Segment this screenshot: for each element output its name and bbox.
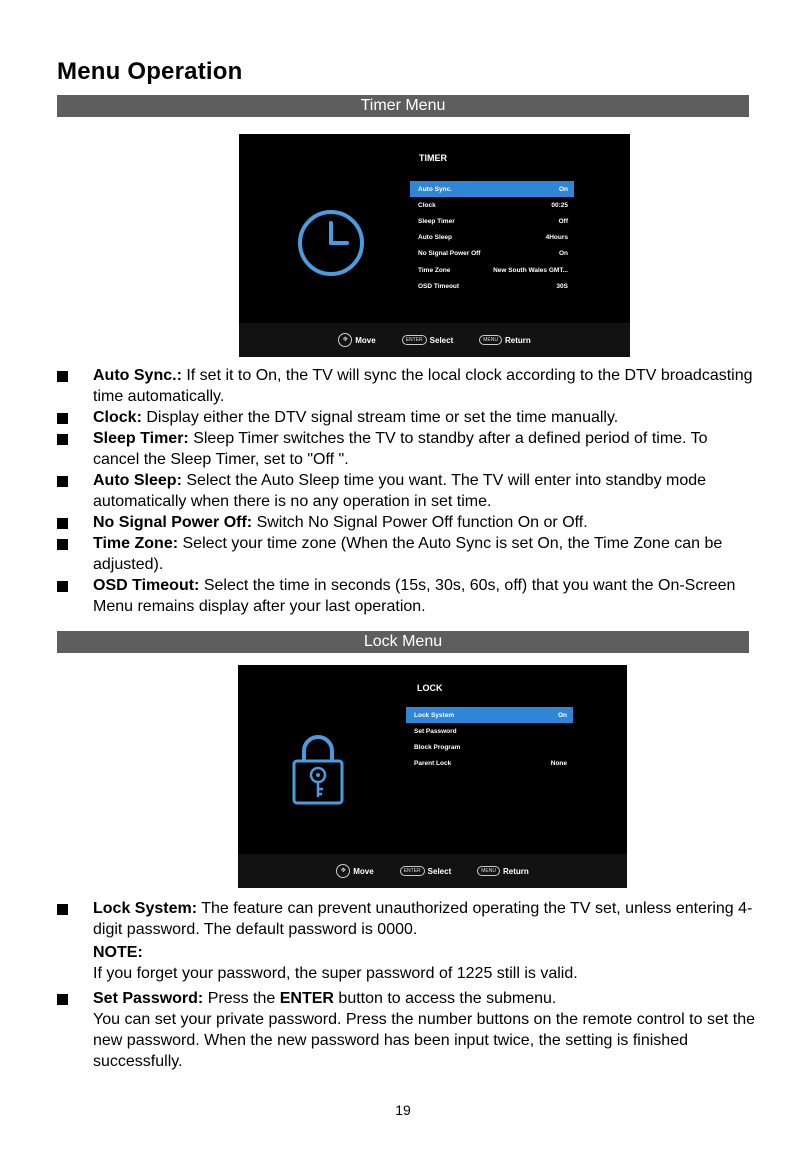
bullet-square-icon: [57, 518, 68, 529]
menu-item[interactable]: [406, 723, 573, 739]
bullet-square-icon: [57, 581, 68, 592]
bullet-text: Select your time zone (When the Auto Sync is set On, the Time Zone can be adjusted).: [93, 535, 723, 573]
menu-item[interactable]: [410, 181, 574, 197]
menu-item-value: 00:25: [551, 201, 568, 209]
menu-item[interactable]: [406, 756, 573, 772]
navigation-icon: ✥: [338, 333, 352, 347]
menu-item-value: 4Hours: [545, 234, 568, 242]
enter-key-icon: ENTER: [400, 866, 425, 876]
page-title: Menu Operation: [57, 58, 243, 85]
timer-menu-bar: Timer Menu: [57, 95, 749, 117]
menu-item[interactable]: [410, 230, 574, 246]
menu-item-value: On: [558, 250, 568, 258]
menu-item-value: Off: [558, 217, 568, 225]
bullet-item: [57, 365, 757, 407]
bullet-text: Press the: [203, 990, 280, 1007]
bullet-text: Display either the DTV signal stream time or set the time manually.: [141, 409, 619, 426]
menu-item-label: No Signal Power Off: [418, 250, 481, 258]
menu-key-icon: MENU: [479, 335, 502, 345]
bullet-label: Lock System:: [93, 900, 198, 917]
menu-item[interactable]: [410, 213, 574, 229]
menu-item-value: 30S: [556, 282, 568, 290]
menu-item[interactable]: [410, 278, 574, 294]
bullet-square-icon: [57, 539, 68, 550]
bullet-item-set-password: [57, 988, 757, 1072]
bullet-text: Sleep Timer switches the TV to standby after a defined period of time. To cancel the Sleep Timer, set to "Off ".: [93, 430, 708, 468]
menu-item-label: Auto Sleep: [418, 234, 452, 242]
menu-item-label: Lock System: [414, 711, 455, 719]
bullet-label: Clock:: [93, 409, 142, 426]
timer-menu-screen: [239, 134, 630, 357]
move-hint: ✥ Move: [336, 864, 373, 878]
menu-item-label: Auto Sync.: [418, 185, 452, 193]
menu-item-value: On: [557, 711, 567, 719]
select-hint: ENTER Select: [402, 335, 454, 345]
bullet-text: button to access the submenu.: [333, 990, 557, 1007]
enter-word: ENTER: [279, 990, 334, 1007]
bullet-label: Sleep Timer:: [93, 430, 189, 447]
menu-item[interactable]: [406, 739, 573, 755]
menu-item-value: On: [558, 185, 568, 193]
lock-bullet-list: [57, 898, 757, 1072]
bullet-square-icon: [57, 994, 68, 1005]
menu-item-label: Parent Lock: [414, 760, 452, 768]
menu-item-label: Clock: [418, 201, 436, 209]
timer-menu-title: TIMER: [419, 153, 447, 163]
bullet-text: Select the time in seconds (15s, 30s, 60s, off) that you want the On-Screen Menu remains display after your last operation.: [93, 577, 736, 615]
timer-menu-list: [410, 181, 574, 294]
bullet-item: [57, 512, 757, 533]
bullet-item: [57, 428, 757, 470]
menu-item-label: Sleep Timer: [418, 217, 455, 225]
bullet-square-icon: [57, 904, 68, 915]
lock-screen-footer: [238, 854, 627, 888]
page-number: 19: [395, 1102, 411, 1118]
menu-item-label: OSD Timeout: [418, 282, 460, 290]
menu-item[interactable]: [410, 246, 574, 262]
bullet-square-icon: [57, 413, 68, 424]
bullet-label: Set Password:: [93, 990, 204, 1007]
menu-item[interactable]: [410, 262, 574, 278]
bullet-item: [57, 533, 757, 575]
note-text: If you forget your password, the super password of 1225 still is valid.: [93, 965, 578, 982]
note-label: NOTE:: [93, 944, 143, 961]
menu-item[interactable]: [406, 707, 573, 723]
menu-item-label: Set Password: [414, 727, 457, 735]
bullet-text: If set it to On, the TV will sync the local clock according to the DTV broadcasting time automatically.: [93, 367, 753, 405]
bullet-label: Auto Sleep:: [93, 472, 182, 489]
bullet-text-continued: You can set your private password. Press the number buttons on the remote control to set the new password. When the new password has been input twice, the setting is finished successfully.: [93, 1011, 755, 1070]
navigation-icon: ✥: [336, 864, 350, 878]
select-hint: ENTER Select: [400, 866, 452, 876]
menu-item-label: Block Program: [414, 743, 461, 751]
bullet-item-lock-system: [57, 898, 757, 984]
bullet-square-icon: [57, 434, 68, 445]
bullet-square-icon: [57, 476, 68, 487]
bullet-square-icon: [57, 371, 68, 382]
bullet-label: Time Zone:: [93, 535, 179, 552]
bullet-text: Select the Auto Sleep time you want. The TV will enter into standby mode automatically when there is no any operation in set time.: [93, 472, 707, 510]
lock-menu-title: LOCK: [417, 683, 443, 693]
menu-key-icon: MENU: [477, 866, 500, 876]
bullet-text: The feature can prevent unauthorized operating the TV set, unless entering 4-digit password. The default password is 0000.: [93, 900, 753, 938]
enter-key-icon: ENTER: [402, 335, 427, 345]
clock-icon: [295, 207, 367, 279]
padlock-key-icon: [290, 731, 346, 807]
bullet-label: Auto Sync.:: [93, 367, 182, 384]
return-hint: MENU Return: [479, 335, 531, 345]
bullet-text: Switch No Signal Power Off function On or Off.: [252, 514, 588, 531]
lock-menu-screen: [238, 665, 627, 888]
move-hint: ✥ Move: [338, 333, 375, 347]
bullet-item: [57, 575, 757, 617]
timer-screen-footer: [239, 323, 630, 357]
return-hint: MENU Return: [477, 866, 529, 876]
bullet-item: [57, 470, 757, 512]
timer-bullet-list: [57, 365, 757, 617]
lock-menu-list: [406, 707, 573, 772]
bullet-item: [57, 407, 757, 428]
menu-item-label: Time Zone: [418, 266, 451, 274]
lock-menu-bar: Lock Menu: [57, 631, 749, 653]
menu-item-value: New South Wales GMT...: [493, 266, 568, 274]
menu-item[interactable]: [410, 197, 574, 213]
bullet-label: No Signal Power Off:: [93, 514, 253, 531]
menu-item-value: None: [550, 760, 567, 768]
bullet-label: OSD Timeout:: [93, 577, 200, 594]
